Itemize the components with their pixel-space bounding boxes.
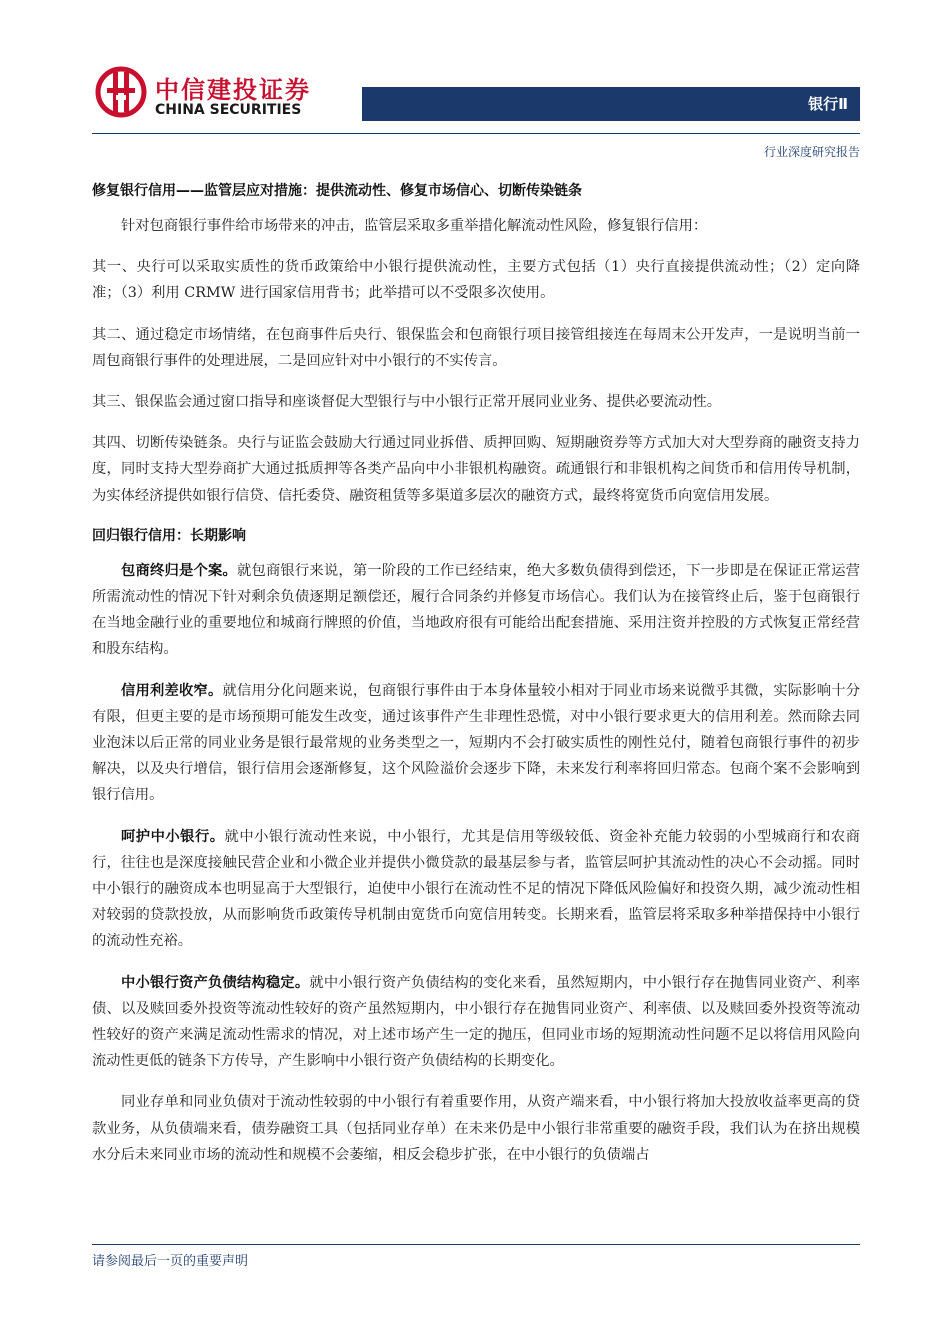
impact-paragraph-3-lead: 呵护中小银行。 — [121, 828, 225, 845]
company-logo — [95, 66, 345, 126]
impact-paragraph-1-lead: 包商终归是个案。 — [121, 562, 237, 579]
impact-paragraph-4 — [92, 970, 860, 1075]
section-heading-long-term: 回归银行信用：长期影响 — [92, 527, 246, 544]
section-heading-repair-credit: 修复银行信用——监管层应对措施：提供流动性、修复市场信心、切断传染链条 — [92, 183, 582, 199]
header-bar — [362, 87, 860, 121]
impact-paragraph-5: 同业存单和同业负债对于流动性较弱的中小银行有着重要作用，从资产端来看，中小银行将加大投放收益率更高的贷款业务，从负债端来看，债券融资工具（包括同业存单）在未来仍是中小银行非常重要的融资手段，我们认为在挤出规模水分后未来同业市场的流动性和规模不会萎缩，相反会稳步扩张，在中小银行的负债端占 — [92, 1094, 860, 1163]
logo-english-name: CHINA SECURITIES — [155, 102, 302, 118]
section1-intro: 针对包商银行事件给市场带来的冲击，监管层采取多重举措化解流动性风险，修复银行信用： — [121, 218, 708, 234]
measure-paragraph-2: 其二、通过稳定市场情绪，在包商事件后央行、银保监会和包商银行项目接管组接连在每周末公开发声，一是说明当前一周包商银行事件的处理进展，二是回应针对中小银行的不实传言。 — [92, 326, 860, 369]
impact-paragraph-3-body: 就中小银行流动性来说，中小银行，尤其是信用等级较低、资金补充能力较弱的小型城商行和农商行，往往也是深度接触民营企业和小微企业并提供小微贷款的最基层参与者，监管层呵护其流动性的决心不会动摇。同时中小银行的融资成本也明显高于大型银行，迫使中小银行在流动性不足的情况下降低风险偏好和投资久期，减少流动性相对较弱的贷款投放，从而影响货币政策传导机制由宽货币向宽信用转变。长期来看，监管层将采取多种举措保持中小银行的流动性充裕。 — [92, 828, 860, 950]
impact-paragraph-2-lead: 信用利差收窄。 — [121, 682, 223, 699]
footer-disclaimer: 请参阅最后一页的重要声明 — [92, 1254, 249, 1269]
measure-paragraph-4: 其四、切断传染链条。央行与证监会鼓励大行通过同业拆借、质押回购、短期融资券等方式加大对大型券商的融资支持力度，同时支持大型券商扩大通过抵质押等各类产品向中小非银机构融资。疏通银行和非银机构之间货币和信用传导机制，为实体经济提供如银行信贷、信托委贷、融资租赁等多渠道多层次的融资方式，最终将宽货币向宽信用发展。 — [92, 435, 860, 504]
impact-paragraph-4-lead: 中小银行资产负债结构稳定。 — [121, 974, 310, 991]
measure-paragraph-3: 其三、银保监会通过窗口指导和座谈督促大型银行与中小银行正常开展同业业务、提供必要流动性。 — [92, 394, 722, 411]
citic-logo-icon — [95, 66, 147, 118]
footer-divider — [92, 1244, 860, 1245]
impact-paragraph-4-body: 就中小银行资产负债结构的变化来看，虽然短期内，中小银行存在抛售同业资产、利率债、以及赎回委外投资等流动性较好的资产虽然短期内，中小银行存在抛售同业资产、利率债、以及赎回委外投资等流动性较好的资产来满足流动性需求的情况，对上述市场产生一定的抛压，但同业市场的短期流动性问题不足以将信用风险向流动性更低的链条下方传导，产生影响中小银行资产负债结构的长期变化。 — [92, 974, 860, 1070]
impact-paragraph-2 — [92, 678, 860, 809]
industry-label: 银行Ⅱ — [808, 95, 848, 113]
measure-paragraph-1: 其一、央行可以采取实质性的货币政策给中小银行提供流动性，主要方式包括（1）央行直接提供流动性；（2）定向降准；（3）利用 CRMW 进行国家信用背书；此举措可以不受限多次使用。 — [92, 259, 860, 302]
logo-chinese-name: 中信建投证券 — [155, 76, 311, 104]
impact-paragraph-3 — [92, 824, 860, 955]
header-divider — [92, 133, 860, 134]
report-type-label: 行业深度研究报告 — [763, 145, 860, 159]
impact-paragraph-1-body: 就包商银行来说，第一阶段的工作已经结束，绝大多数负债得到偿还，下一步即是在保证正常运营所需流动性的情况下针对剩余负债逐期足额偿还，履行合同条约并修复市场信心。我们认为在接管终止后，鉴于包商银行在当地金融行业的重要地位和城商行牌照的价值，当地政府很有可能给出配套措施、采用注资并控股的方式恢复正常经营和股东结构。 — [92, 562, 860, 658]
impact-paragraph-2-body: 就信用分化问题来说，包商银行事件由于本身体量较小相对于同业市场来说微乎其微，实际影响十分有限，但更主要的是市场预期可能发生改变，通过该事件产生非理性恐慌，对中小银行要求更大的信用利差。然而除去同业泡沫以后正常的同业业务是银行最常规的业务类型之一，短期内不会打破实质性的刚性兑付，随着包商银行事件的初步解决，以及央行增信，银行信用会逐渐修复，这个风险溢价会逐步下降，未来发行利率将回归常态。包商个案不会影响到银行信用。 — [92, 682, 861, 804]
impact-paragraph-1 — [92, 558, 860, 663]
report-body — [92, 181, 860, 1168]
